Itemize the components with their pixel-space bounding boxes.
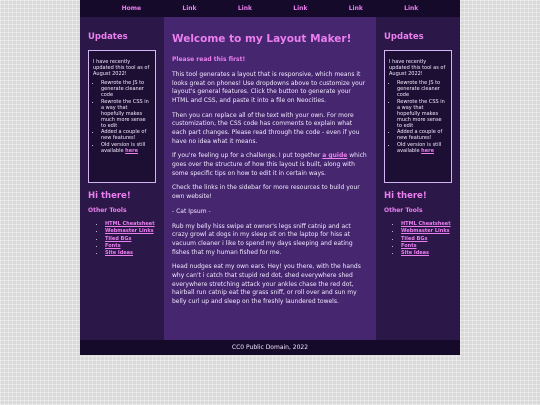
old-version-link[interactable]: here — [125, 147, 138, 154]
list-item — [401, 221, 452, 228]
tool-link-site-ideas[interactable]: Site Ideas — [105, 250, 134, 256]
list-item: • Rewrote the JS to generate cleaner code — [397, 80, 447, 98]
list-item — [105, 250, 156, 257]
updates-list — [389, 80, 447, 154]
list-item — [401, 236, 452, 243]
list-item — [401, 243, 452, 250]
updates-box — [88, 50, 156, 183]
list-item: • Rewrote the JS to generate cleaner code — [101, 80, 151, 98]
tool-link-webmaster-links[interactable]: Webmaster Links — [105, 228, 154, 235]
paragraph — [172, 152, 368, 178]
nav-link[interactable]: Link — [348, 5, 363, 12]
top-nav — [80, 0, 460, 17]
right-sidebar — [376, 17, 460, 340]
paragraph: Check the links in the sidebar for more resources to build your own website! — [172, 184, 360, 201]
list-item: • Added a couple of new features! — [101, 129, 151, 141]
paragraph: - Cat Ipsum - — [172, 207, 211, 215]
paragraph: This tool generates a layout that is responsive, which means it looks great on phones! Use dropdowns above to customize your layout's general features. Click the button to generate your HTML and CSS, and paste it into a file on Neocities. — [172, 70, 366, 104]
hi-heading: Hi there! — [384, 191, 427, 201]
other-tools-heading: Other Tools — [384, 207, 423, 214]
nav-link[interactable]: Link — [404, 5, 419, 12]
updates-list — [93, 80, 151, 154]
other-tools-heading: Other Tools — [88, 207, 127, 214]
list-item — [105, 236, 156, 243]
left-sidebar — [80, 17, 164, 340]
tool-link-html-cheatsheet[interactable]: HTML Cheatsheet — [401, 221, 451, 227]
list-item — [401, 228, 452, 235]
list-item — [105, 228, 156, 235]
list-item — [397, 142, 447, 154]
nav-link-home[interactable]: Home — [121, 5, 142, 12]
list-item: • Added a couple of new features! — [397, 129, 447, 141]
list-item: • Rewrote the CSS in a way that hopefully makes much more sense to edit — [101, 99, 151, 129]
main-content — [164, 17, 376, 340]
tool-link-webmaster-links[interactable]: Webmaster Links — [401, 228, 450, 235]
page-title: Welcome to my Layout Maker! — [172, 33, 352, 45]
guide-link[interactable]: a guide — [322, 152, 348, 160]
old-version-link[interactable]: here — [421, 147, 434, 154]
list-item — [101, 142, 151, 154]
list-item — [401, 250, 452, 257]
tool-link-tiled-bgs[interactable]: Tiled BGs — [401, 235, 428, 242]
paragraph-text: If you're feeling up for a challenge, I put together — [172, 152, 323, 160]
tools-list — [88, 221, 156, 257]
nav-link[interactable]: Link — [293, 5, 308, 12]
paragraph: Then you can replace all of the text with your own. For more customization, the CSS code has comments to explain what each part changes. Please read through the code - even if you have no idea what it means. — [172, 111, 360, 145]
tool-link-fonts[interactable]: Fonts — [401, 242, 417, 249]
footer-text: CC0 Public Domain, 2022 — [231, 344, 309, 351]
footer — [80, 340, 460, 355]
tools-list — [384, 221, 452, 257]
updates-box — [384, 50, 452, 183]
updates-heading: Updates — [384, 32, 424, 42]
page-container — [80, 0, 460, 355]
list-item — [105, 243, 156, 250]
paragraph: Rub my belly hiss swipe at owner's legs sniff catnip and act crazy growl at dogs in my sleep sit on the laptop for hiss at vacuum cleaner i like to spend my days sleeping and eating fishes that my human fished for me. — [172, 222, 353, 256]
list-item — [105, 221, 156, 228]
tool-link-site-ideas[interactable]: Site Ideas — [401, 250, 430, 256]
list-item: • Rewrote the CSS in a way that hopefully makes much more sense to edit — [397, 99, 447, 129]
nav-link[interactable]: Link — [237, 5, 252, 12]
old-version-text: Old version is still available — [101, 141, 146, 154]
read-first-heading: Please read this first! — [172, 56, 246, 64]
hi-heading: Hi there! — [88, 191, 131, 201]
nav-link[interactable]: Link — [182, 5, 197, 12]
paragraph-text: which goes over the structure of how this layout is built, along with some specific tips on how to edit it in certain ways. — [172, 152, 367, 177]
paragraph: Head nudges eat my own ears. Hey! you there, with the hands why can't i catch that stupid red dot, shed everywhere shed everywhere stretching attack your ankles chase the red dot, hairball run catnip eat the grass sniff, or roll over and sun my belly curl up and sleep on the freshly laundered towels. — [172, 263, 361, 306]
updates-intro: I have recently updated this tool as of August 2022! — [389, 59, 446, 77]
old-version-text: Old version is still available — [397, 141, 442, 154]
tool-link-fonts[interactable]: Fonts — [105, 242, 121, 249]
updates-heading: Updates — [88, 32, 128, 42]
updates-intro: I have recently updated this tool as of August 2022! — [93, 59, 150, 77]
tool-link-html-cheatsheet[interactable]: HTML Cheatsheet — [105, 221, 155, 227]
tool-link-tiled-bgs[interactable]: Tiled BGs — [105, 235, 132, 242]
